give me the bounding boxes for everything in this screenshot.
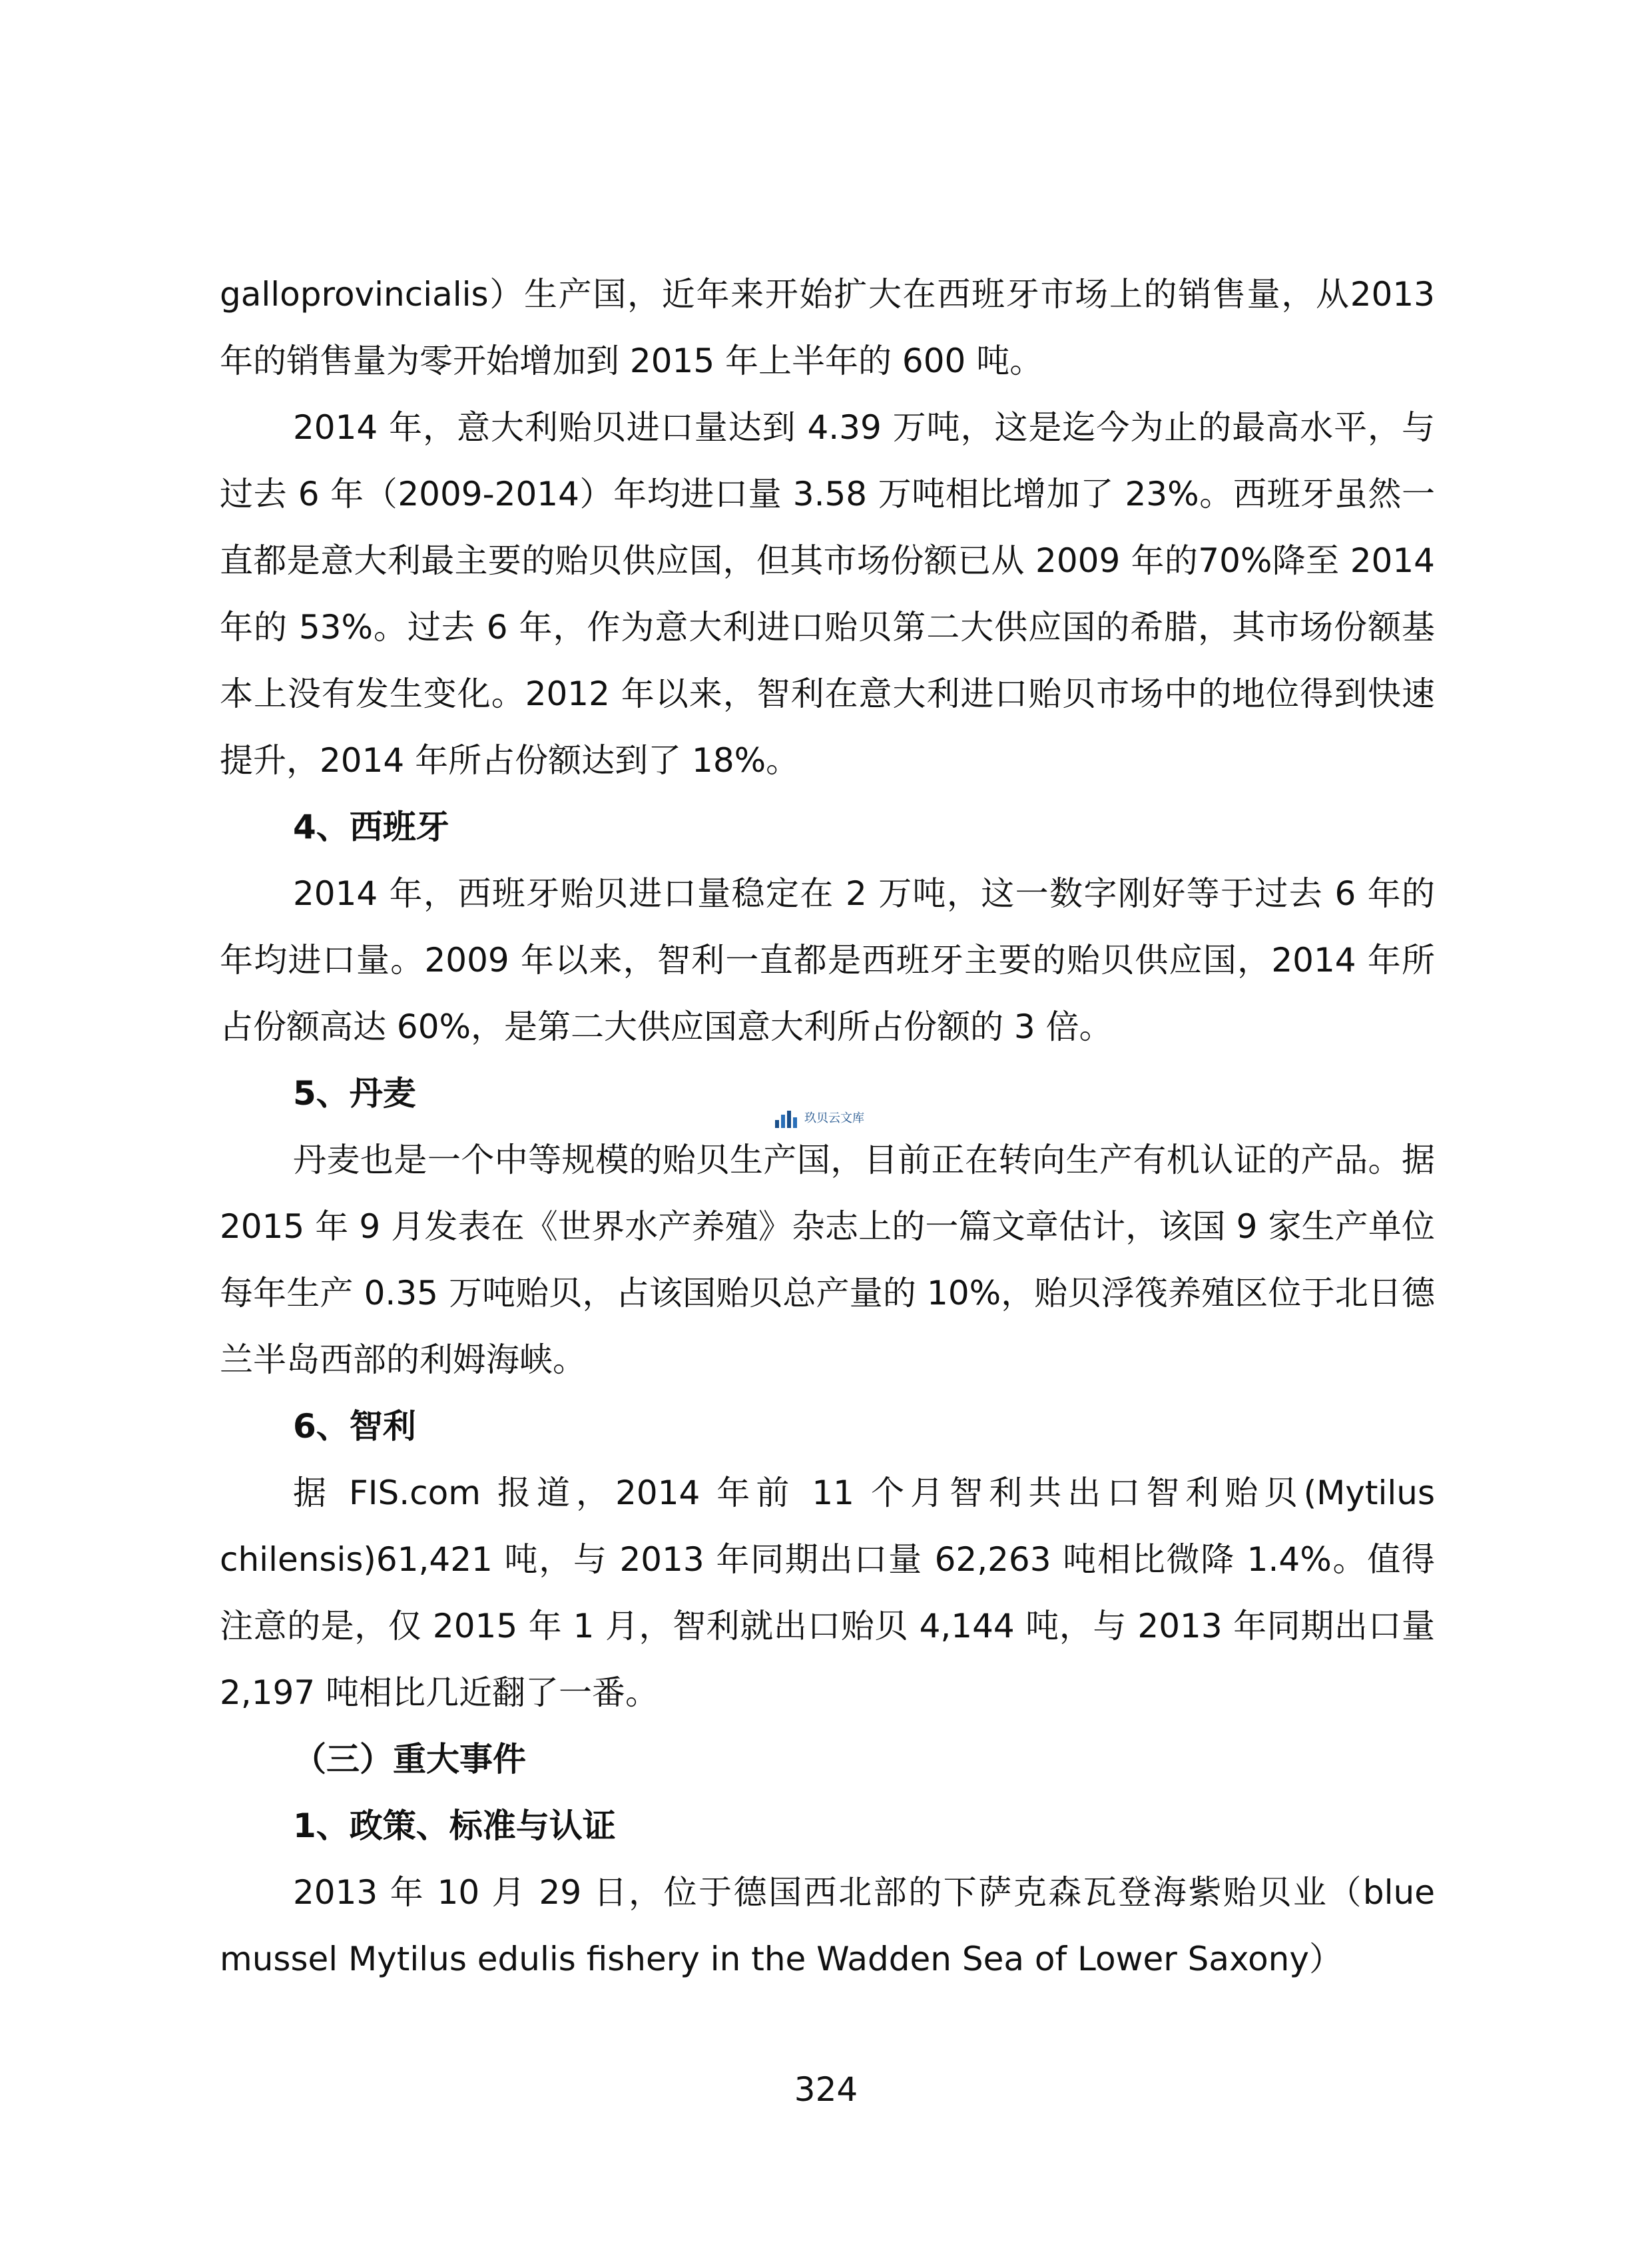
paragraph-denmark-production: 丹麦也是一个中等规模的贻贝生产国，目前正在转向生产有机认证的产品。据 2015 年 9 月发表在《世界水产养殖》杂志上的一篇文章估计，该国 9 家生产单位每年生产 0.35 万吨贻贝，占该国贻贝总产量的 10%，贻贝浮筏养殖区位于北日德兰半岛西部的利姆海峡。 [220,1141,1435,1379]
paragraph-portugal-continuation: galloprovincialis）生产国，近年来开始扩大在西班牙市场上的销售量，从2013 年的销售量为零开始增加到 2015 年上半年的 600 吨。 [220,275,1435,380]
page-number: 324 [794,2070,858,2109]
heading-spain: 4、西班牙 [293,808,449,846]
paragraph-chile-exports: 据 FIS.com 报道，2014 年前 11 个月智利共出口智利贻贝(Mytilus chilensis)61,421 吨，与 2013 年同期出口量 62,263 吨相比微降 1.4%。值得注意的是，仅 2015 年 1 月，智利就出口贻贝 4,144 吨，与 2013 年同期出口量 2,197 吨相比几近翻了一番。 [220,1474,1435,1712]
heading-denmark: 5、丹麦 [293,1074,416,1113]
watermark-text: 玖贝云文库 [804,1111,864,1125]
heading-policy-standards: 1、政策、标准与认证 [293,1807,616,1845]
heading-major-events: （三）重大事件 [293,1740,526,1779]
heading-chile: 6、智利 [293,1407,416,1446]
paragraph-lower-saxony: 2013 年 10 月 29 日，位于德国西北部的下萨克森瓦登海紫贻贝业（blue mussel Mytilus edulis fishery in the Wadden Sea of Lower Saxony） [220,1873,1435,1978]
paragraph-spain-imports: 2014 年，西班牙贻贝进口量稳定在 2 万吨，这一数字刚好等于过去 6 年的年均进口量。2009 年以来，智利一直都是西班牙主要的贻贝供应国，2014 年所占份额高达 60%，是第二大供应国意大利所占份额的 3 倍。 [220,874,1435,1046]
paragraph-italy-imports: 2014 年，意大利贻贝进口量达到 4.39 万吨，这是迄今为止的最高水平，与过去 6 年（2009-2014）年均进口量 3.58 万吨相比增加了 23%。西班牙虽然一直都是意大利最主要的贻贝供应国，但其市场份额已从 2009 年的70%降至 2014 年的 53%。过去 6 年，作为意大利进口贻贝第二大供应国的希腊，其市场份额基本上没有发生变化。2012 年以来，智利在意大利进口贻贝市场中的地位得到快速提升，2014 年所占份额达到了 18%。 [220,408,1435,780]
